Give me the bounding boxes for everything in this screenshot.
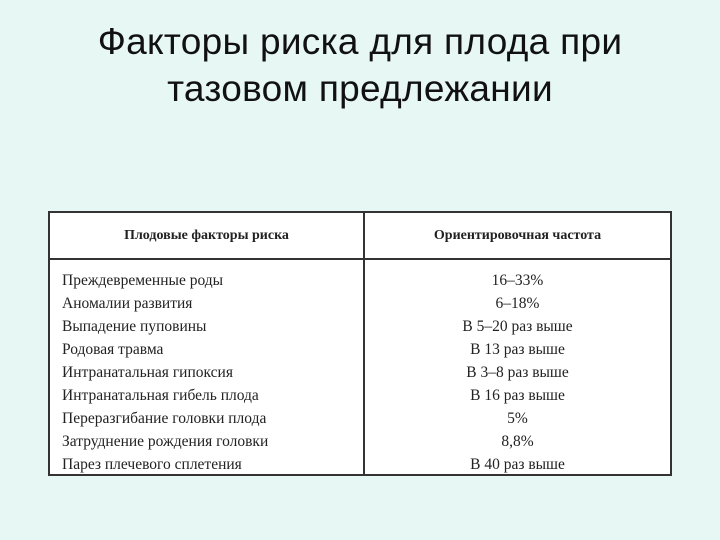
table-row — [50, 384, 670, 407]
row-factor: Затруднение рождения головки — [62, 433, 269, 450]
risk-factors-table — [48, 211, 672, 476]
slide-title — [0, 18, 720, 112]
row-factor: Преждевременные роды — [62, 272, 224, 289]
row-factor: Аномалии развития — [62, 295, 193, 312]
row-frequency: В 13 раз выше — [470, 341, 565, 358]
row-frequency: 6–18% — [495, 295, 540, 312]
table-row — [50, 407, 670, 430]
table-row — [50, 430, 670, 453]
header-factor: Плодовые факторы риска — [124, 228, 289, 243]
row-frequency: В 3–8 раз выше — [466, 364, 569, 381]
table-body — [50, 269, 670, 476]
row-frequency: В 16 раз выше — [470, 387, 565, 404]
table-row — [50, 315, 670, 338]
row-frequency: В 5–20 раз выше — [462, 318, 573, 335]
row-frequency: 5% — [507, 410, 528, 427]
row-factor: Интранатальная гипоксия — [62, 364, 233, 381]
row-factor: Парез плечевого сплетения — [62, 456, 242, 473]
table-row — [50, 338, 670, 361]
row-frequency: 8,8% — [501, 433, 534, 450]
row-frequency: 16–33% — [491, 272, 544, 289]
row-factor: Интранатальная гибель плода — [62, 387, 259, 404]
table-row — [50, 269, 670, 292]
table-row — [50, 292, 670, 315]
header-frequency: Ориентировочная частота — [433, 228, 602, 243]
slide-title-line-2: тазовом предлежании — [167, 68, 553, 109]
slide-title-line-1: Факторы риска для плода при — [97, 21, 623, 62]
table-row — [50, 453, 670, 476]
row-factor: Переразгибание головки плода — [62, 410, 267, 427]
table-row — [50, 361, 670, 384]
row-frequency: В 40 раз выше — [470, 456, 565, 473]
row-factor: Выпадение пуповины — [62, 318, 207, 335]
row-factor: Родовая травма — [62, 341, 164, 358]
table-header-row — [50, 213, 670, 260]
